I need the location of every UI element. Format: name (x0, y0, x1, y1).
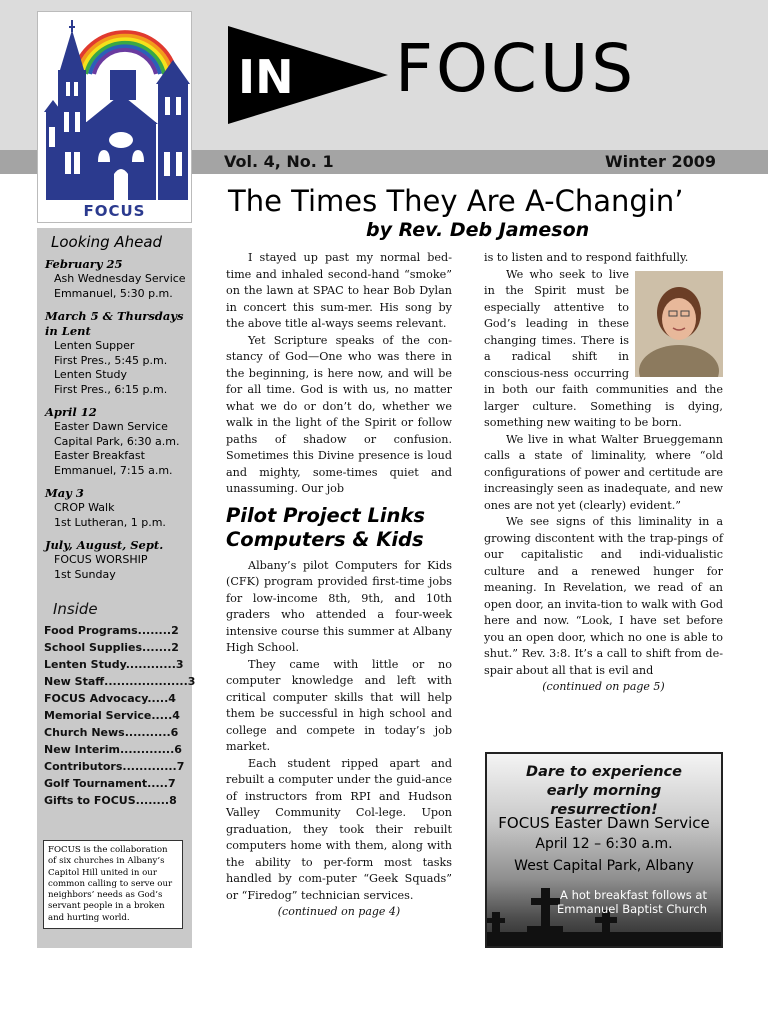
event-item (45, 257, 192, 301)
issue-season: Winter 2009 (604, 152, 716, 171)
toc-entry[interactable]: Contributors.............7 (44, 760, 185, 773)
event-item (45, 405, 192, 478)
event-date: July, August, Sept. (45, 538, 164, 552)
ad-title: FOCUS Easter Dawn Service (498, 814, 710, 832)
event-list (37, 251, 192, 582)
volume-number: Vol. 4, No. 1 (224, 152, 334, 171)
pilot-paragraph: Each student ripped apart and rebuilt a computer under the guid-ance of instructors from RPI and Hudson Valley Community Col-lege. Upon graduation, they took their rebuilt computers home with them, along with the ability to per-form most tasks handled by com-puter “Geek Squads” or “Firedog” technician services. (226, 756, 452, 902)
article-paragraph: is to listen and to respond faithfully. (484, 251, 689, 264)
event-line: Lenten Supper (54, 339, 135, 352)
event-item (45, 538, 192, 582)
event-line: Lenten Study (54, 368, 127, 381)
article-headline: The Times They Are A-Changin’ (228, 184, 684, 218)
pilot-heading: Pilot Project Links Computers & Kids (226, 503, 426, 551)
article-paragraph: I stayed up past my normal bed-time and inhaled second-hand “smoke” on the lawn at SPAC to hear Bob Dylan in concert this sum-mer. His song by the above title al-ways seems relevant. (226, 251, 452, 330)
article-column-1 (226, 250, 452, 921)
toc-entry[interactable]: Gifts to FOCUS........8 (44, 794, 177, 807)
toc-entry[interactable]: Golf Tournament.....7 (44, 777, 176, 790)
toc-entry[interactable]: Church News...........6 (44, 726, 179, 739)
toc-entry[interactable]: New Interim.............6 (44, 743, 182, 756)
article-paragraph: We who seek to live in the Spirit must be especially attentive to God’s leading in these changing times. There is a radical shift in conscious-ness occurring in both our faith communities and the larger culture. Something is dying, something new waiting to be born. (484, 267, 723, 429)
event-line: Capital Park, 6:30 a.m. (54, 434, 180, 448)
event-line: 1st Lutheran, 1 p.m. (54, 515, 166, 529)
event-line: FOCUS WORSHIP (54, 553, 148, 566)
event-line: Easter Breakfast (54, 449, 145, 462)
continued-note[interactable]: (continued on page 4) (277, 905, 401, 918)
toc-entry[interactable]: New Staff....................3 (44, 675, 196, 688)
event-line: CROP Walk (54, 501, 115, 514)
event-line: Emmanuel, 7:15 a.m. (54, 463, 173, 477)
toc-entry[interactable]: Food Programs........2 (44, 624, 179, 637)
continued-note[interactable]: (continued on page 5) (542, 680, 665, 693)
article-paragraph: We live in what Walter Brueggemann calls a state of liminality, where “old configurations of power and certitude are increasingly seen as inadequate, and new ones are not yet (clearly) evident.” (484, 432, 723, 512)
event-item (45, 309, 192, 397)
ad-time: April 12 – 6:30 a.m. (535, 836, 673, 852)
portrait-icon (635, 271, 723, 377)
pilot-paragraph: Albany’s pilot Computers for Kids (CFK) program provided first-time jobs for low-income 8th, 9th, and 10th graders who attended a four-week intensive course this summer at Albany High School. (226, 558, 452, 654)
focus-logo (37, 11, 192, 223)
looking-ahead-heading: Looking Ahead (51, 233, 163, 251)
toc-entry[interactable]: Lenten Study............3 (44, 658, 184, 671)
ad-breakfast-note: A hot breakfast follows at Emmanuel Baptist Church (557, 888, 708, 916)
event-date: May 3 (45, 486, 84, 500)
article-paragraph: We see signs of this liminality in a growing discontent with the trap-pings of our capitalistic and indi-vidualistic culture and a renewed hunger for meaning. In Revelation, we read of an open door, an invita-tion to walk with God here and now. “Look, I have set before you an open door, which no one is able to shut.” Rev. 3:8. It’s a call to shift from de-spair about all that is evil and (484, 515, 723, 677)
logo-label: FOCUS (83, 202, 146, 220)
pennant-icon (228, 26, 388, 124)
sidebar (37, 228, 196, 948)
event-date: March 5 & Thursdays in Lent (45, 309, 184, 338)
article-byline: by Rev. Deb Jameson (366, 219, 590, 241)
pennant-text: IN (238, 50, 294, 104)
article-column-2 (484, 250, 723, 696)
ad-tagline: Dare to experience early morning resurrection! (526, 764, 682, 818)
church-rainbow-icon (38, 12, 193, 207)
event-line: Easter Dawn Service (54, 420, 168, 433)
inside-heading: Inside (53, 600, 98, 618)
toc-entry[interactable]: Memorial Service.....4 (44, 709, 180, 722)
ad-place: West Capital Park, Albany (514, 858, 694, 874)
event-item (45, 486, 192, 530)
event-line: Ash Wednesday Service (54, 272, 186, 285)
event-line: First Pres., 5:45 p.m. (54, 353, 168, 367)
event-line: First Pres., 6:15 p.m. (54, 382, 168, 396)
event-date: April 12 (45, 405, 97, 419)
toc-entry[interactable]: FOCUS Advocacy.....4 (44, 692, 176, 705)
author-photo (635, 271, 723, 377)
pilot-paragraph: They came with little or no computer knowledge and left with critical computer skills that will help them be successful in high school and college and compete in today’s job market. (226, 657, 452, 753)
easter-service-ad (485, 752, 723, 948)
article-paragraph: Yet Scripture speaks of the con-stancy of God—One who was there in the beginning, is here now, and will be for all time. God is with us, no matter what we do or don’t do, whether we walk in the light of the Spirit or follow paths of shadow or confusion. Sometimes this Divine presence is loud and mighty, some-times quiet and unassuming. Our job (226, 333, 452, 495)
event-line: Emmanuel, 5:30 p.m. (54, 286, 173, 300)
table-of-contents (37, 622, 196, 809)
event-line: 1st Sunday (54, 567, 116, 581)
about-focus-box: FOCUS is the collaboration of six churches in Albany’s Capitol Hill united in our common calling to serve our neighbors’ needs as God’s servant people in a broken and hurting world. (43, 840, 183, 929)
toc-entry[interactable]: School Supplies.......2 (44, 641, 179, 654)
event-date: February 25 (45, 257, 123, 271)
masthead-title: FOCUS (395, 30, 637, 107)
